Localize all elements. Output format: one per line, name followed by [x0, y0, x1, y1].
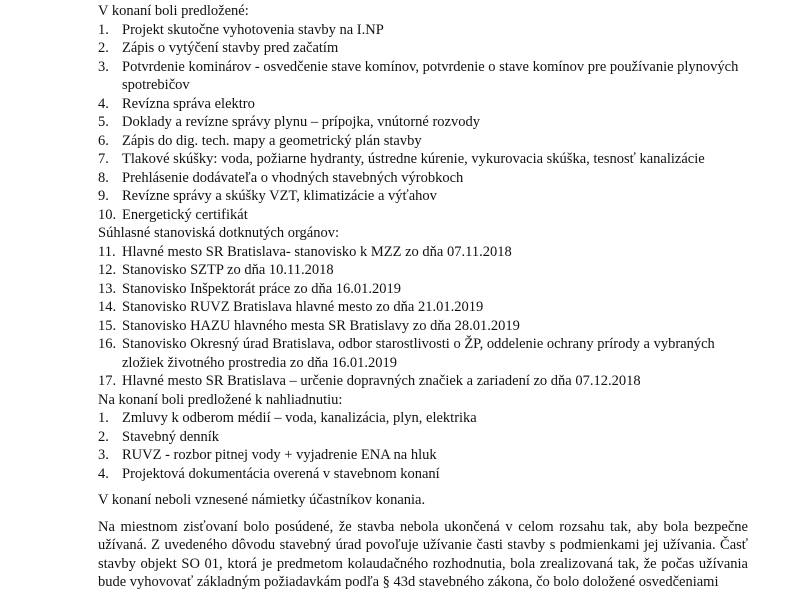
list-item: [98, 409, 748, 428]
item-number: 3.: [98, 447, 109, 463]
list-item: [98, 317, 748, 336]
item-number: 16.: [98, 336, 117, 352]
item-text: Zmluvy k odberom médií – voda, kanalizácia, plyn, elektrika: [122, 410, 477, 426]
item-text: Doklady a revízne správy plynu – prípojka, vnútorné rozvody: [122, 114, 480, 130]
item-text-continuation: spotrebičov: [122, 77, 190, 93]
list-item: [98, 132, 748, 151]
item-number: 5.: [98, 114, 109, 130]
item-text: Stanovisko RUVZ Bratislava hlavné mesto zo dňa 21.01.2019: [122, 299, 484, 315]
item-text: Potvrdenie kominárov - osvedčenie stave komínov, potvrdenie o stave komínov pre používanie plynových: [122, 58, 739, 75]
section-heading-authority-opinions: Súhlasné stanoviská dotknutých orgánov:: [98, 225, 339, 241]
item-text: Stavebný denník: [122, 428, 220, 445]
list-item: [98, 206, 748, 225]
item-number: 12.: [98, 262, 117, 278]
item-number: 15.: [98, 317, 117, 334]
objections-statement: V konaní neboli vznesené námietky účastníkov konania.: [98, 492, 426, 508]
authority-opinions-list: [98, 243, 748, 391]
item-number: 2.: [98, 40, 109, 56]
item-text: Tlakové skúšky: voda, požiarne hydranty, ústredne kúrenie, vykurovacia skúška, tesnosť kanalizácie: [122, 151, 705, 167]
item-number: 2.: [98, 428, 109, 445]
item-text: Revízna správa elektro: [122, 95, 255, 112]
item-number: 6.: [98, 132, 109, 149]
item-number: 13.: [98, 280, 117, 297]
spacer: [98, 483, 748, 491]
item-text: Stanovisko SZTP zo dňa 10.11.2018: [122, 262, 334, 278]
list-item: [98, 243, 748, 262]
inspection-documents-list: [98, 409, 748, 483]
list-item: [98, 428, 748, 447]
list-item: [98, 280, 748, 299]
section-heading-submitted: V konaní boli predložené:: [98, 3, 249, 19]
list-item: [98, 39, 748, 58]
item-text: RUVZ - rozbor pitnej vody + vyjadrenie ENA na hluk: [122, 447, 437, 463]
item-text: Zápis o vytýčení stavby pred začatím: [122, 40, 339, 56]
list-item: [98, 187, 748, 206]
item-number: 1.: [98, 410, 109, 426]
list-item: [98, 372, 748, 391]
item-number: 4.: [98, 95, 109, 112]
list-item: [98, 95, 748, 114]
item-text: Zápis do dig. tech. mapy a geometrický plán stavby: [122, 132, 422, 149]
section-heading-inspection: Na konaní boli predložené k nahliadnutiu:: [98, 391, 343, 408]
list-item: [98, 113, 748, 132]
list-item: [98, 58, 748, 95]
body-paragraph: Na miestnom zisťovaní bolo posúdené, že stavba nebola ukončená v celom rozsahu tak, aby bola bezpečne užívaná. Z uvedeného dôvodu stavebný úrad povoľuje užívanie časti stavby s podmienkami jej užívania. Časť stavby objekt SO 01, ktorá je predmetom kolaudačného rozhodnutia, bola zrealizovaná tak, že počas užívania bude vyhovovať základným požiadavkám podľa § 43d stavebného zákona, čo bolo doložené osvedčeniami: [98, 518, 748, 590]
item-text: Energetický certifikát: [122, 206, 248, 223]
item-text: Revízne správy a skúšky VZT, klimatizácie a výťahov: [122, 188, 437, 204]
item-number: 4.: [98, 465, 109, 482]
item-number: 17.: [98, 373, 117, 389]
item-number: 3.: [98, 58, 109, 75]
document-content: [98, 2, 748, 592]
item-text-wrapper: [122, 58, 748, 95]
list-item: [98, 298, 748, 317]
spacer: [98, 510, 748, 518]
list-item: [98, 335, 748, 372]
list-item: [98, 169, 748, 188]
item-text: Stanovisko Okresný úrad Bratislava, odbor starostlivosti o ŽP, oddelenie ochrany prírody a vybraných: [122, 336, 715, 352]
item-text: Stanovisko Inšpektorát práce zo dňa 16.01.2019: [122, 280, 402, 297]
item-text-continuation: zložiek životného prostredia zo dňa 16.01.2019: [122, 354, 398, 371]
item-number: 1.: [98, 21, 109, 38]
item-text: Hlavné mesto SR Bratislava- stanovisko k MZZ zo dňa 07.11.2018: [122, 243, 512, 260]
item-text: Prehlásenie dodávateľa o vhodných stavebných výrobkoch: [122, 169, 464, 186]
item-text: Stanovisko HAZU hlavného mesta SR Bratislavy zo dňa 28.01.2019: [122, 317, 520, 334]
item-number: 7.: [98, 151, 109, 167]
item-number: 8.: [98, 169, 109, 186]
submitted-documents-list: [98, 21, 748, 225]
list-item: [98, 261, 748, 280]
item-number: 14.: [98, 299, 117, 315]
item-number: 11.: [98, 243, 116, 260]
list-item: [98, 446, 748, 465]
item-text: Projektová dokumentácia overená v stavebnom konaní: [122, 465, 440, 482]
list-item: [98, 150, 748, 169]
list-item: [98, 465, 748, 484]
item-number: 9.: [98, 188, 109, 204]
item-text-wrapper: [122, 335, 748, 372]
item-text: Projekt skutočne vyhotovenia stavby na I.NP: [122, 21, 384, 38]
list-item: [98, 21, 748, 40]
item-text: Hlavné mesto SR Bratislava – určenie dopravných značiek a zariadení zo dňa 07.12.2018: [122, 373, 641, 389]
item-number: 10.: [98, 206, 117, 223]
